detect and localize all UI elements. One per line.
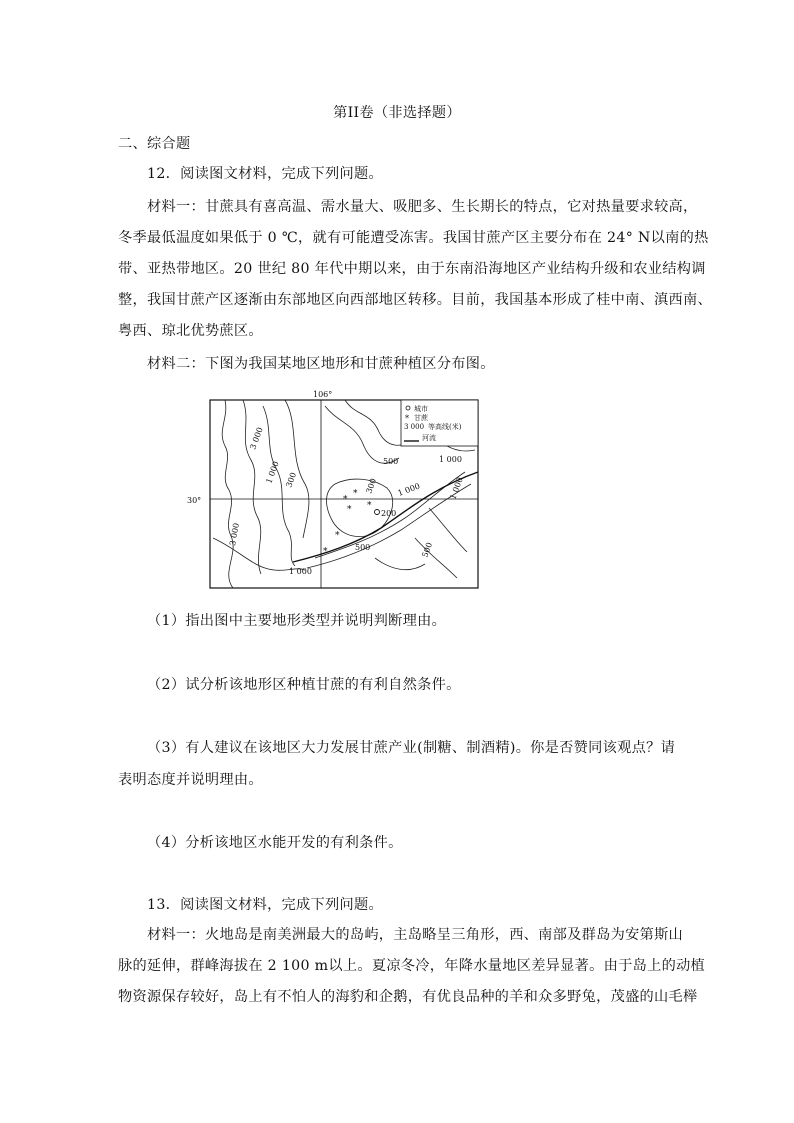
svg-text:1 000: 1 000 xyxy=(264,460,281,485)
svg-text:1 000: 1 000 xyxy=(396,481,422,498)
svg-text:500: 500 xyxy=(383,457,399,466)
q12-material1-line3: 带、亚热带地区。20 世纪 80 年代中期以来，由于东南沿海地区产业结构升级和农业结构调 xyxy=(118,261,706,277)
q12-question-3-line2: 表明态度并说明理由。 xyxy=(118,772,263,788)
q12-prompt: 12．阅读图文材料，完成下列问题。 xyxy=(147,166,383,182)
svg-text:*: * xyxy=(405,414,409,423)
q13-material1-line3: 物资源保存较好，岛上有不怕人的海豹和企鹅，有优良品种的羊和众多野兔，茂盛的山毛榉 xyxy=(118,989,698,1005)
longitude-label: 106° xyxy=(313,390,333,399)
q12-question-4: （4）分析该地区水能开发的有利条件。 xyxy=(147,835,403,851)
svg-text:1 000: 1 000 xyxy=(289,567,312,576)
svg-text:*: * xyxy=(347,505,352,515)
q12-question-3-line1: （3）有人建议在该地区大力发展甘蔗产业(制糖、制酒精)。你是否赞同该观点？请 xyxy=(147,740,676,756)
q13-prompt: 13．阅读图文材料，完成下列问题。 xyxy=(147,897,383,913)
svg-text:甘蔗: 甘蔗 xyxy=(414,414,428,422)
latitude-label: 30° xyxy=(187,496,202,505)
svg-text:河流: 河流 xyxy=(422,434,436,442)
svg-text:1 000: 1 000 xyxy=(448,476,465,501)
svg-text:*: * xyxy=(323,547,328,557)
svg-text:300: 300 xyxy=(364,477,379,495)
q12-question-1: （1）指出图中主要地形类型并说明判断理由。 xyxy=(147,613,447,629)
svg-text:等高线(米): 等高线(米) xyxy=(428,423,462,431)
q12-question-2: （2）试分析该地形区种植甘蔗的有利自然条件。 xyxy=(147,677,461,693)
q12-material1-line1: 材料一：甘蔗具有喜高温、需水量大、吸肥多、生长期长的特点，它对热量要求较高， xyxy=(147,199,698,215)
city-marker xyxy=(375,510,380,515)
svg-text:3 000: 3 000 xyxy=(228,522,241,547)
svg-text:*: * xyxy=(367,501,372,511)
svg-text:200: 200 xyxy=(381,509,397,518)
svg-text:300: 300 xyxy=(284,471,299,489)
section-heading: 二、综合题 xyxy=(118,136,191,152)
q13-material1-line1: 材料一：火地岛是南美洲最大的岛屿，主岛略呈三角形，西、南部及群岛为安第斯山 xyxy=(147,927,684,943)
q12-material1-line4: 整，我国甘蔗产区逐渐由东部地区向西部地区转移。目前，我国基本形成了桂中南、滇西南、 xyxy=(118,292,712,308)
svg-text:1 000: 1 000 xyxy=(439,455,462,464)
svg-text:城市: 城市 xyxy=(414,405,428,413)
svg-text:*: * xyxy=(353,489,358,499)
q12-material2: 材料二：下图为我国某地区地形和甘蔗种植区分布图。 xyxy=(147,356,495,372)
svg-text:3 000: 3 000 xyxy=(404,423,425,431)
svg-text:*: * xyxy=(343,495,348,505)
svg-text:*: * xyxy=(335,531,340,541)
terrain-sugarcane-map xyxy=(187,388,495,594)
q12-material1-line2: 冬季最低温度如果低于 0 ℃，就有可能遭受冻害。我国甘蔗产区主要分布在 24° N以南的热 xyxy=(118,230,709,246)
svg-text:500: 500 xyxy=(355,543,371,552)
svg-text:3 000: 3 000 xyxy=(248,426,265,451)
q12-material1-line5: 粤西、琼北优势蔗区。 xyxy=(118,323,263,339)
section-title: 第II卷（非选择题） xyxy=(333,105,461,121)
svg-text:500: 500 xyxy=(420,541,435,559)
q13-material1-line2: 脉的延伸，群峰海拔在 2 100 m以上。夏凉冬冷，年降水量地区差异显著。由于岛上的动植 xyxy=(118,958,706,974)
